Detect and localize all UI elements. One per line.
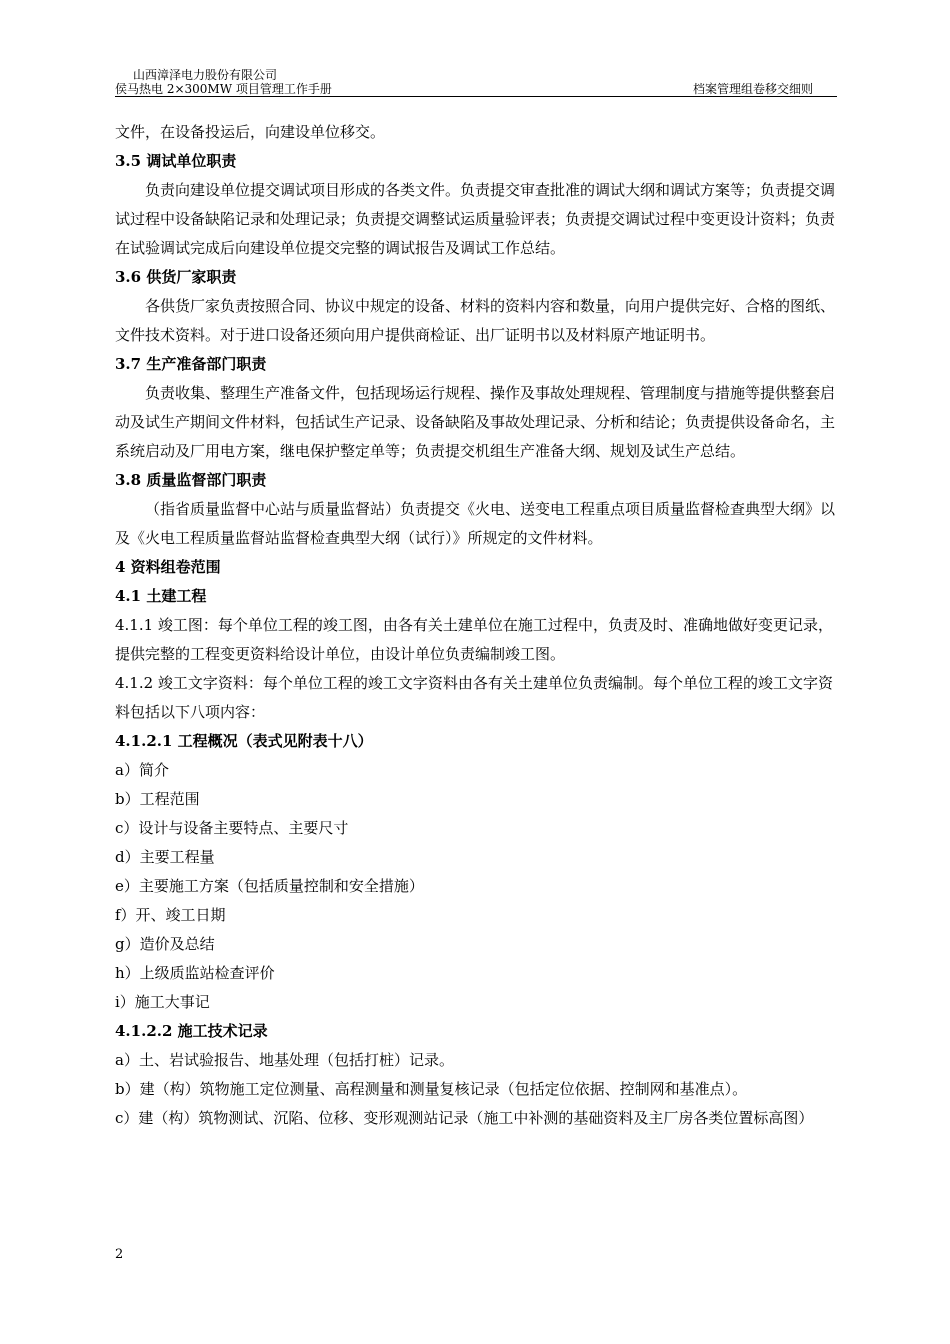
heading-4-1-2-2: 4.1.2.2 施工技术记录 [115, 1022, 268, 1040]
paragraph-4-1-1: 4.1.1 竣工图：每个单位工程的竣工图，由各有关土建单位在施工过程中，负责及时、准确地做好变更记录，提供完整的工程变更资料给设计单位，由设计单位负责编制竣工图。 [115, 616, 833, 663]
list-item: f）开、竣工日期 [115, 906, 226, 924]
project-title: 侯马热电 2×300MW 项目管理工作手册 [115, 82, 332, 96]
list-item: a）土、岩试验报告、地基处理（包括打桩）记录。 [115, 1051, 454, 1069]
paragraph-3-8: （指省质量监督中心站与质量监督站）负责提交《火电、送变电工程重点项目质量监督检查典型大纲》以及《火电工程质量监督站监督检查典型大纲（试行）》所规定的文件材料。 [115, 500, 836, 547]
heading-3-8: 3.8 质量监督部门职责 [115, 471, 267, 489]
list-item: a）简介 [115, 761, 169, 779]
paragraph-3-7: 负责收集、整理生产准备文件，包括现场运行规程、操作及事故处理规程、管理制度与措施等提供整套启动及试生产期间文件材料，包括试生产记录、设备缺陷及事故处理记录、分析和结论；负责提供设备命名，主系统启动及厂用电方案，继电保护整定单等；负责提交机组生产准备大纲、规划及试生产总结。 [115, 384, 836, 460]
paragraph-4-1-2: 4.1.2 竣工文字资料：每个单位工程的竣工文字资料由各有关土建单位负责编制。每个单位工程的竣工文字资料包括以下八项内容： [115, 674, 833, 721]
heading-3-6: 3.6 供货厂家职责 [115, 268, 237, 286]
list-item: d）主要工程量 [115, 848, 215, 866]
list-item: i）施工大事记 [115, 993, 210, 1011]
list-item: c）设计与设备主要特点、主要尺寸 [115, 819, 349, 837]
heading-3-5: 3.5 调试单位职责 [115, 152, 237, 170]
list-item: h）上级质监站检查评价 [115, 964, 275, 982]
list-item: b）工程范围 [115, 790, 200, 808]
company-name: 山西漳泽电力股份有限公司 [133, 68, 278, 82]
list-item: g）造价及总结 [115, 935, 215, 953]
heading-4-1-2-1: 4.1.2.1 工程概况（表式见附表十八） [115, 732, 373, 750]
heading-4-1: 4.1 土建工程 [115, 587, 207, 605]
list-item: b）建（构）筑物施工定位测量、高程测量和测量复核记录（包括定位依据、控制网和基准点）。 [115, 1080, 748, 1098]
page-header [115, 66, 837, 97]
paragraph-continuation: 文件，在设备投运后，向建设单位移交。 [115, 123, 386, 141]
paragraph-3-6: 各供货厂家负责按照合同、协议中规定的设备、材料的资料内容和数量，向用户提供完好、合格的图纸、文件技术资料。对于进口设备还须向用户提供商检证、出厂证明书以及材料原产地证明书。 [115, 297, 836, 344]
heading-4: 4 资料组卷范围 [115, 558, 221, 576]
paragraph-3-5: 负责向建设单位提交调试项目形成的各类文件。负责提交审查批准的调试大纲和调试方案等；负责提交调试过程中设备缺陷记录和处理记录；负责提交调整试运质量验评表；负责提交调试过程中变更设计资料；负责在试验调试完成后向建设单位提交完整的调试报告及调试工作总结。 [115, 181, 836, 257]
section-title: 档案管理组卷移交细则 [692, 82, 813, 96]
page-number: 2 [115, 1247, 124, 1262]
list-item: c）建（构）筑物测试、沉陷、位移、变形观测站记录（施工中补测的基础资料及主厂房各类位置标高图） [115, 1109, 814, 1127]
heading-3-7: 3.7 生产准备部门职责 [115, 355, 267, 373]
list-item: e）主要施工方案（包括质量控制和安全措施） [115, 877, 424, 895]
document-body [115, 118, 837, 1133]
